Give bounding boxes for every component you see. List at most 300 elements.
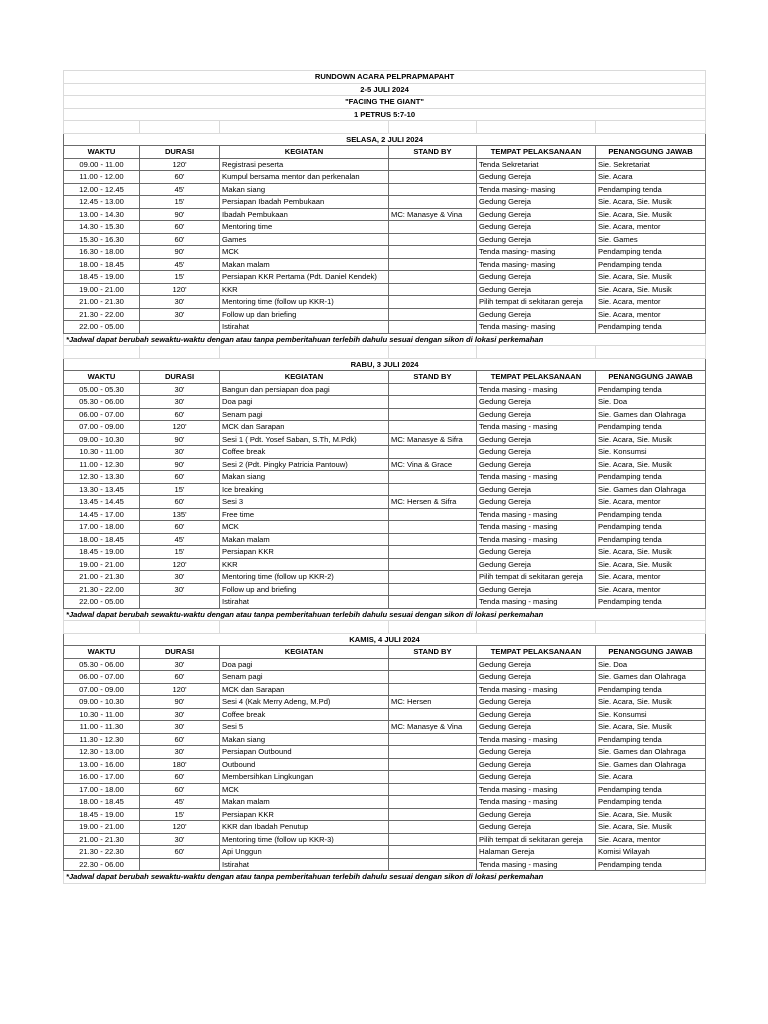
activity-cell: Sesi 2 (Pdt. Pingky Patricia Pantouw) [220, 458, 389, 471]
time-cell: 10.30 - 11.00 [64, 446, 140, 459]
empty-cell [220, 621, 389, 634]
activity-cell: Sesi 4 (Kak Merry Adeng, M.Pd) [220, 696, 389, 709]
table-row [64, 671, 706, 684]
schedule-note: *Jadwal dapat berubah sewaktu-waktu dengan atau tanpa pemberitahuan terlebih dahulu sesuai dengan sikon di lokasi perkemahan [64, 871, 706, 884]
spacer-row [64, 621, 706, 634]
schedule-note-row [64, 333, 706, 346]
person-in-charge-cell: Pendamping tenda [596, 183, 706, 196]
table-row [64, 583, 706, 596]
standby-cell [389, 296, 477, 309]
time-cell: 11.00 - 12.30 [64, 458, 140, 471]
standby-cell [389, 683, 477, 696]
time-cell: 16.30 - 18.00 [64, 246, 140, 259]
column-header: DURASI [140, 371, 220, 384]
standby-cell: MC: Manasye & Vina [389, 208, 477, 221]
activity-cell: Makan malam [220, 533, 389, 546]
standby-cell [389, 758, 477, 771]
time-cell: 15.30 - 16.30 [64, 233, 140, 246]
duration-cell: 15' [140, 546, 220, 559]
time-cell: 21.30 - 22.00 [64, 583, 140, 596]
time-cell: 17.00 - 18.00 [64, 521, 140, 534]
standby-cell [389, 283, 477, 296]
table-row [64, 821, 706, 834]
time-cell: 18.45 - 19.00 [64, 808, 140, 821]
column-header: KEGIATAN [220, 646, 389, 659]
duration-cell: 60' [140, 783, 220, 796]
table-row [64, 808, 706, 821]
person-in-charge-cell: Sie. Games dan Olahraga [596, 671, 706, 684]
person-in-charge-cell: Pendamping tenda [596, 783, 706, 796]
time-cell: 05.00 - 05.30 [64, 383, 140, 396]
table-row [64, 208, 706, 221]
activity-cell: Mentoring time (follow up KKR-1) [220, 296, 389, 309]
table-row [64, 321, 706, 334]
table-row [64, 546, 706, 559]
standby-cell [389, 846, 477, 859]
location-cell: Gedung Gereja [477, 171, 596, 184]
column-header: WAKTU [64, 146, 140, 159]
table-row [64, 708, 706, 721]
bible-verse: 1 PETRUS 5:7-10 [64, 108, 706, 121]
time-cell: 18.00 - 18.45 [64, 796, 140, 809]
activity-cell: MCK dan Sarapan [220, 683, 389, 696]
duration-cell: 120' [140, 283, 220, 296]
duration-cell: 90' [140, 246, 220, 259]
duration-cell: 30' [140, 708, 220, 721]
activity-cell: MCK [220, 246, 389, 259]
column-header: PENANGGUNG JAWAB [596, 371, 706, 384]
time-cell: 06.00 - 07.00 [64, 671, 140, 684]
table-row [64, 458, 706, 471]
person-in-charge-cell: Sie. Acara, Sie. Musik [596, 433, 706, 446]
column-header-row [64, 146, 706, 159]
table-row [64, 758, 706, 771]
standby-cell [389, 858, 477, 871]
schedule-note: *Jadwal dapat berubah sewaktu-waktu dengan atau tanpa pemberitahuan terlebih dahulu sesuai dengan sikon di lokasi perkemahan [64, 333, 706, 346]
location-cell: Gedung Gereja [477, 283, 596, 296]
column-header: PENANGGUNG JAWAB [596, 146, 706, 159]
table-row [64, 296, 706, 309]
activity-cell: Follow up and briefing [220, 583, 389, 596]
duration-cell: 60' [140, 233, 220, 246]
duration-cell: 60' [140, 771, 220, 784]
standby-cell [389, 508, 477, 521]
duration-cell: 30' [140, 746, 220, 759]
duration-cell: 30' [140, 446, 220, 459]
rundown-sheet [63, 70, 705, 884]
column-header: WAKTU [64, 646, 140, 659]
location-cell: Pilih tempat di sekitaran gereja [477, 833, 596, 846]
time-cell: 18.00 - 18.45 [64, 533, 140, 546]
standby-cell [389, 733, 477, 746]
activity-cell: Sesi 1 ( Pdt. Yosef Saban, S.Th, M.Pdk) [220, 433, 389, 446]
standby-cell: MC: Hersen [389, 696, 477, 709]
person-in-charge-cell: Pendamping tenda [596, 858, 706, 871]
time-cell: 12.30 - 13.30 [64, 471, 140, 484]
activity-cell: Makan siang [220, 733, 389, 746]
activity-cell: Doa pagi [220, 658, 389, 671]
location-cell: Tenda masing- masing [477, 321, 596, 334]
person-in-charge-cell: Sie. Acara, Sie. Musik [596, 546, 706, 559]
person-in-charge-cell: Pendamping tenda [596, 683, 706, 696]
table-row [64, 433, 706, 446]
location-cell: Gedung Gereja [477, 821, 596, 834]
time-cell: 13.45 - 14.45 [64, 496, 140, 509]
schedule-note: *Jadwal dapat berubah sewaktu-waktu dengan atau tanpa pemberitahuan terlebih dahulu sesuai dengan sikon di lokasi perkemahan [64, 608, 706, 621]
location-cell: Gedung Gereja [477, 433, 596, 446]
location-cell: Gedung Gereja [477, 271, 596, 284]
empty-cell [389, 121, 477, 134]
table-row [64, 183, 706, 196]
column-header: STAND BY [389, 646, 477, 659]
duration-cell: 60' [140, 496, 220, 509]
location-cell: Gedung Gereja [477, 233, 596, 246]
duration-cell [140, 858, 220, 871]
time-cell: 12.30 - 13.00 [64, 746, 140, 759]
duration-cell: 15' [140, 196, 220, 209]
activity-cell: Outbound [220, 758, 389, 771]
standby-cell [389, 246, 477, 259]
empty-cell [64, 346, 140, 359]
time-cell: 21.00 - 21.30 [64, 296, 140, 309]
standby-cell [389, 583, 477, 596]
activity-cell: Coffee break [220, 446, 389, 459]
location-cell: Gedung Gereja [477, 396, 596, 409]
table-row [64, 483, 706, 496]
location-cell: Gedung Gereja [477, 196, 596, 209]
table-row [64, 533, 706, 546]
day-title: KAMIS, 4 JULI 2024 [64, 633, 706, 646]
duration-cell: 90' [140, 208, 220, 221]
person-in-charge-cell: Sie. Konsumsi [596, 446, 706, 459]
duration-cell: 60' [140, 846, 220, 859]
standby-cell: MC: Vina & Grace [389, 458, 477, 471]
duration-cell: 60' [140, 671, 220, 684]
location-cell: Tenda Sekretariat [477, 158, 596, 171]
person-in-charge-cell: Sie. Games dan Olahraga [596, 746, 706, 759]
location-cell: Gedung Gereja [477, 483, 596, 496]
column-header: STAND BY [389, 371, 477, 384]
standby-cell [389, 546, 477, 559]
empty-cell [596, 621, 706, 634]
schedule-note-row [64, 871, 706, 884]
activity-cell: Persiapan KKR [220, 808, 389, 821]
activity-cell: KKR [220, 558, 389, 571]
activity-cell: Makan siang [220, 471, 389, 484]
duration-cell: 120' [140, 421, 220, 434]
time-cell: 18.00 - 18.45 [64, 258, 140, 271]
table-row [64, 283, 706, 296]
empty-cell [596, 346, 706, 359]
person-in-charge-cell: Sie. Acara, Sie. Musik [596, 821, 706, 834]
empty-cell [220, 121, 389, 134]
location-cell: Tenda masing - masing [477, 596, 596, 609]
location-cell: Gedung Gereja [477, 221, 596, 234]
table-row [64, 421, 706, 434]
duration-cell: 15' [140, 483, 220, 496]
duration-cell [140, 321, 220, 334]
location-cell: Gedung Gereja [477, 446, 596, 459]
rundown-table [63, 70, 706, 884]
location-cell: Pilih tempat di sekitaran gereja [477, 296, 596, 309]
time-cell: 19.00 - 21.00 [64, 558, 140, 571]
activity-cell: Persiapan Outbound [220, 746, 389, 759]
activity-cell: Persiapan KKR [220, 546, 389, 559]
person-in-charge-cell: Sie. Acara, Sie. Musik [596, 271, 706, 284]
time-cell: 05.30 - 06.00 [64, 658, 140, 671]
rundown-body [64, 71, 706, 884]
time-cell: 07.00 - 09.00 [64, 421, 140, 434]
location-cell: Gedung Gereja [477, 671, 596, 684]
person-in-charge-cell: Sie. Sekretariat [596, 158, 706, 171]
column-header: WAKTU [64, 371, 140, 384]
standby-cell [389, 158, 477, 171]
standby-cell [389, 471, 477, 484]
person-in-charge-cell: Sie. Games [596, 233, 706, 246]
standby-cell [389, 796, 477, 809]
empty-cell [477, 621, 596, 634]
table-row [64, 508, 706, 521]
time-cell: 05.30 - 06.00 [64, 396, 140, 409]
activity-cell: Senam pagi [220, 671, 389, 684]
day-title-row [64, 133, 706, 146]
activity-cell: Membersihkan Lingkungan [220, 771, 389, 784]
empty-cell [140, 621, 220, 634]
person-in-charge-cell: Pendamping tenda [596, 508, 706, 521]
location-cell: Gedung Gereja [477, 546, 596, 559]
duration-cell: 120' [140, 683, 220, 696]
person-in-charge-cell: Pendamping tenda [596, 796, 706, 809]
activity-cell: Ice breaking [220, 483, 389, 496]
time-cell: 16.00 - 17.00 [64, 771, 140, 784]
table-row [64, 446, 706, 459]
time-cell: 22.00 - 05.00 [64, 321, 140, 334]
table-row [64, 683, 706, 696]
location-cell: Gedung Gereja [477, 496, 596, 509]
standby-cell [389, 558, 477, 571]
column-header-row [64, 371, 706, 384]
duration-cell: 90' [140, 458, 220, 471]
empty-cell [140, 346, 220, 359]
duration-cell: 30' [140, 296, 220, 309]
activity-cell: Games [220, 233, 389, 246]
standby-cell [389, 258, 477, 271]
standby-cell [389, 383, 477, 396]
time-cell: 13.00 - 14.30 [64, 208, 140, 221]
person-in-charge-cell: Pendamping tenda [596, 258, 706, 271]
document-title: RUNDOWN ACARA PELPRAPMAPAHT [64, 71, 706, 84]
table-row [64, 471, 706, 484]
table-row [64, 396, 706, 409]
time-cell: 21.30 - 22.00 [64, 308, 140, 321]
standby-cell [389, 596, 477, 609]
event-theme: "FACING THE GIANT" [64, 96, 706, 109]
person-in-charge-cell: Pendamping tenda [596, 246, 706, 259]
time-cell: 13.00 - 16.00 [64, 758, 140, 771]
standby-cell [389, 183, 477, 196]
duration-cell: 30' [140, 383, 220, 396]
activity-cell: Istirahat [220, 858, 389, 871]
column-header: PENANGGUNG JAWAB [596, 646, 706, 659]
schedule-note-row [64, 608, 706, 621]
standby-cell [389, 221, 477, 234]
person-in-charge-cell: Sie. Games dan Olahraga [596, 408, 706, 421]
spacer-row [64, 121, 706, 134]
day-title-row [64, 633, 706, 646]
activity-cell: KKR [220, 283, 389, 296]
location-cell: Tenda masing - masing [477, 733, 596, 746]
standby-cell [389, 308, 477, 321]
activity-cell: Sesi 3 [220, 496, 389, 509]
person-in-charge-cell: Sie. Doa [596, 396, 706, 409]
table-row [64, 833, 706, 846]
column-header-row [64, 646, 706, 659]
time-cell: 11.30 - 12.30 [64, 733, 140, 746]
duration-cell: 60' [140, 171, 220, 184]
person-in-charge-cell: Pendamping tenda [596, 596, 706, 609]
location-cell: Tenda masing- masing [477, 258, 596, 271]
duration-cell: 15' [140, 808, 220, 821]
activity-cell: Doa pagi [220, 396, 389, 409]
duration-cell: 120' [140, 158, 220, 171]
activity-cell: Api Unggun [220, 846, 389, 859]
day-title: RABU, 3 JULI 2024 [64, 358, 706, 371]
person-in-charge-cell: Sie. Acara, mentor [596, 833, 706, 846]
standby-cell [389, 446, 477, 459]
time-cell: 10.30 - 11.00 [64, 708, 140, 721]
standby-cell [389, 271, 477, 284]
table-row [64, 271, 706, 284]
person-in-charge-cell: Sie. Acara, mentor [596, 221, 706, 234]
column-header: DURASI [140, 646, 220, 659]
table-row [64, 858, 706, 871]
table-row [64, 158, 706, 171]
duration-cell: 45' [140, 796, 220, 809]
person-in-charge-cell: Komisi Wilayah [596, 846, 706, 859]
time-cell: 17.00 - 18.00 [64, 783, 140, 796]
person-in-charge-cell: Sie. Games dan Olahraga [596, 758, 706, 771]
location-cell: Tenda masing - masing [477, 471, 596, 484]
table-row [64, 171, 706, 184]
location-cell: Tenda masing - masing [477, 858, 596, 871]
standby-cell [389, 533, 477, 546]
time-cell: 09.00 - 10.30 [64, 696, 140, 709]
duration-cell: 30' [140, 721, 220, 734]
activity-cell: Sesi 5 [220, 721, 389, 734]
duration-cell: 30' [140, 308, 220, 321]
empty-cell [140, 121, 220, 134]
time-cell: 11.00 - 11.30 [64, 721, 140, 734]
person-in-charge-cell: Pendamping tenda [596, 533, 706, 546]
standby-cell [389, 171, 477, 184]
person-in-charge-cell: Pendamping tenda [596, 733, 706, 746]
location-cell: Gedung Gereja [477, 408, 596, 421]
activity-cell: Istirahat [220, 321, 389, 334]
empty-cell [220, 346, 389, 359]
standby-cell: MC: Manasye & Sifra [389, 433, 477, 446]
person-in-charge-cell: Pendamping tenda [596, 383, 706, 396]
duration-cell: 180' [140, 758, 220, 771]
empty-cell [477, 346, 596, 359]
empty-cell [389, 621, 477, 634]
time-cell: 21.00 - 21.30 [64, 833, 140, 846]
standby-cell: MC: Hersen & Sifra [389, 496, 477, 509]
table-row [64, 571, 706, 584]
table-row [64, 696, 706, 709]
empty-cell [477, 121, 596, 134]
location-cell: Tenda masing - masing [477, 421, 596, 434]
person-in-charge-cell: Sie. Acara, Sie. Musik [596, 196, 706, 209]
activity-cell: MCK [220, 783, 389, 796]
person-in-charge-cell: Sie. Acara, Sie. Musik [596, 696, 706, 709]
time-cell: 09.00 - 11.00 [64, 158, 140, 171]
time-cell: 18.45 - 19.00 [64, 546, 140, 559]
time-cell: 18.45 - 19.00 [64, 271, 140, 284]
duration-cell: 30' [140, 833, 220, 846]
time-cell: 09.00 - 10.30 [64, 433, 140, 446]
person-in-charge-cell: Sie. Acara [596, 771, 706, 784]
activity-cell: Registrasi peserta [220, 158, 389, 171]
empty-cell [389, 346, 477, 359]
activity-cell: Mentoring time (follow up KKR-3) [220, 833, 389, 846]
time-cell: 19.00 - 21.00 [64, 283, 140, 296]
person-in-charge-cell: Sie. Doa [596, 658, 706, 671]
person-in-charge-cell: Sie. Acara, mentor [596, 571, 706, 584]
person-in-charge-cell: Pendamping tenda [596, 471, 706, 484]
activity-cell: Bangun dan persiapan doa pagi [220, 383, 389, 396]
table-row [64, 521, 706, 534]
spacer-row [64, 346, 706, 359]
table-row [64, 771, 706, 784]
standby-cell [389, 571, 477, 584]
time-cell: 11.00 - 12.00 [64, 171, 140, 184]
empty-cell [64, 121, 140, 134]
person-in-charge-cell: Pendamping tenda [596, 521, 706, 534]
location-cell: Gedung Gereja [477, 746, 596, 759]
time-cell: 12.00 - 12.45 [64, 183, 140, 196]
duration-cell: 30' [140, 571, 220, 584]
time-cell: 22.30 - 06.00 [64, 858, 140, 871]
activity-cell: Persiapan KKR Pertama (Pdt. Daniel Kendek) [220, 271, 389, 284]
activity-cell: Senam pagi [220, 408, 389, 421]
duration-cell: 15' [140, 271, 220, 284]
duration-cell: 30' [140, 583, 220, 596]
table-row [64, 558, 706, 571]
table-row [64, 596, 706, 609]
standby-cell: MC: Manasye & Vina [389, 721, 477, 734]
person-in-charge-cell: Sie. Acara, Sie. Musik [596, 721, 706, 734]
activity-cell: Follow up dan briefing [220, 308, 389, 321]
activity-cell: Mentoring time (follow up KKR-2) [220, 571, 389, 584]
person-in-charge-cell: Sie. Acara, mentor [596, 296, 706, 309]
table-row [64, 846, 706, 859]
activity-cell: Kumpul bersama mentor dan perkenalan [220, 171, 389, 184]
standby-cell [389, 833, 477, 846]
time-cell: 14.30 - 15.30 [64, 221, 140, 234]
duration-cell [140, 596, 220, 609]
location-cell: Pilih tempat di sekitaran gereja [477, 571, 596, 584]
duration-cell: 60' [140, 221, 220, 234]
column-header: TEMPAT PELAKSANAAN [477, 646, 596, 659]
table-row [64, 746, 706, 759]
person-in-charge-cell: Sie. Games dan Olahraga [596, 483, 706, 496]
time-cell: 19.00 - 21.00 [64, 821, 140, 834]
time-cell: 21.00 - 21.30 [64, 571, 140, 584]
activity-cell: Persiapan Ibadah Pembukaan [220, 196, 389, 209]
duration-cell: 30' [140, 658, 220, 671]
location-cell: Gedung Gereja [477, 808, 596, 821]
column-header: TEMPAT PELAKSANAAN [477, 146, 596, 159]
